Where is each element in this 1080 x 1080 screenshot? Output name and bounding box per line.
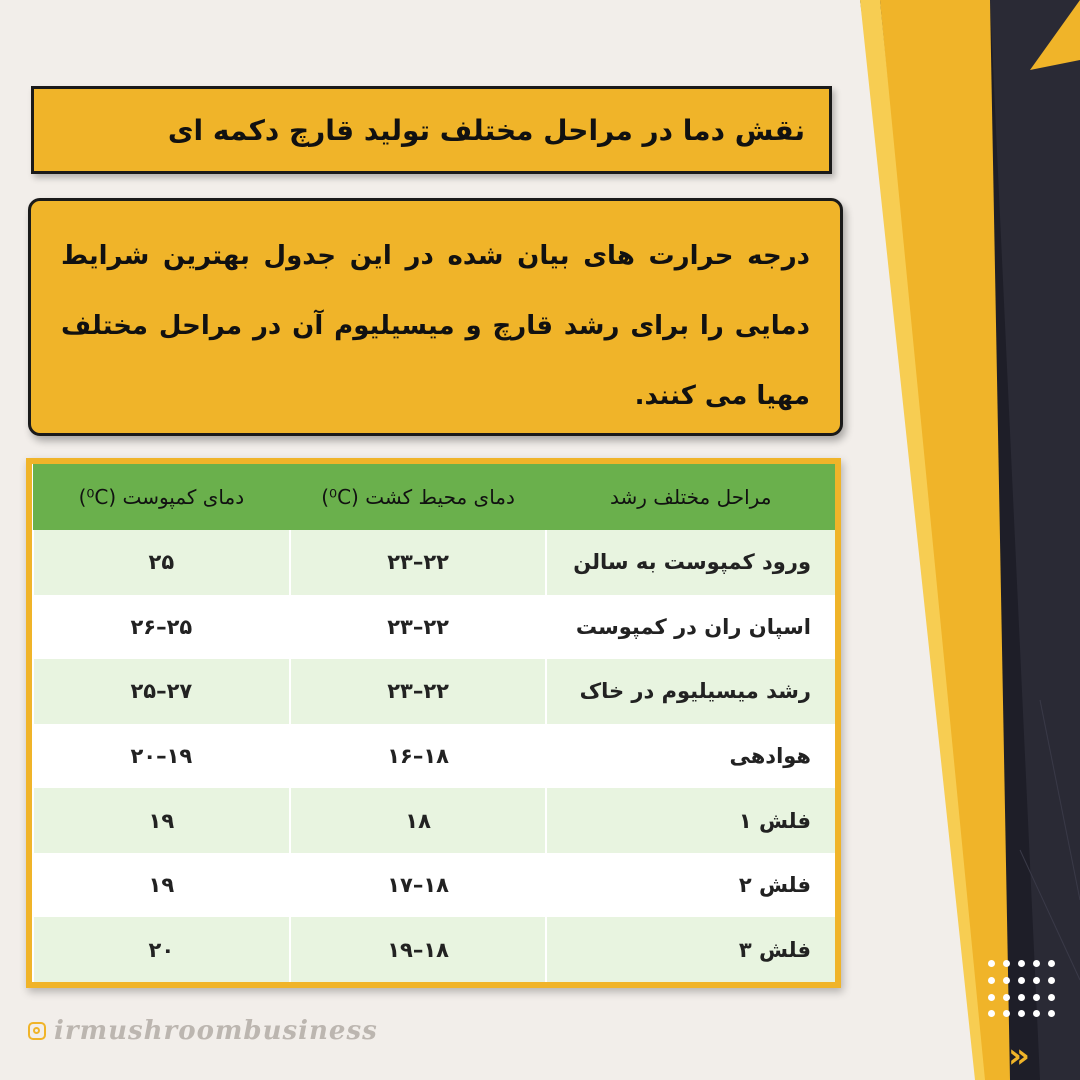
culture-temp-cell: ۲۲–۲۳: [290, 659, 547, 724]
instagram-handle[interactable]: [28, 1016, 378, 1046]
culture-temp-cell: ۱۸–۱۶: [290, 724, 547, 789]
compost-temp-cell: ۲۷–۲۵: [33, 659, 290, 724]
stage-cell: فلش ۳: [546, 917, 835, 982]
page-title: نقش دما در مراحل مختلف تولید قارچ دکمه ای: [167, 113, 805, 147]
table-row: [33, 530, 835, 595]
stage-cell: هوادهی: [546, 724, 835, 789]
page-title-box: [31, 86, 832, 174]
description-text: درجه حرارت های بیان شده در این جدول بهترین شرایط دمایی را برای رشد قارچ و میسیلیوم آن در مراحل مختلف مهیا می کنند.: [61, 241, 810, 411]
stage-cell: ورود کمپوست به سالن: [546, 530, 835, 595]
culture-temp-cell: ۱۸: [290, 788, 547, 853]
table-row: [33, 853, 835, 918]
compost-temp-cell: ۲۰: [33, 917, 290, 982]
table-row: [33, 595, 835, 660]
header-culture-temp: دمای محیط کشت (⁰C): [290, 464, 547, 530]
stage-cell: رشد میسیلیوم در خاک: [546, 659, 835, 724]
handle-text: irmushroombusiness: [54, 1016, 378, 1046]
stage-cell: فلش ۱: [546, 788, 835, 853]
table-header-row: [33, 464, 835, 530]
compost-temp-cell: ۱۹: [33, 788, 290, 853]
table-row: [33, 788, 835, 853]
compost-temp-cell: ۲۵–۲۶: [33, 595, 290, 660]
culture-temp-cell: ۲۲–۲۳: [290, 530, 547, 595]
culture-temp-cell: ۱۸–۱۷: [290, 853, 547, 918]
dots-decoration: [988, 960, 1068, 1020]
stage-cell: اسپان ران در کمپوست: [546, 595, 835, 660]
header-compost-temp: دمای کمپوست (⁰C): [33, 464, 290, 530]
next-arrow-icon[interactable]: ››: [1008, 1036, 1025, 1076]
description-box: [28, 198, 843, 436]
table-row: [33, 917, 835, 982]
table-row: [33, 659, 835, 724]
compost-temp-cell: ۱۹–۲۰: [33, 724, 290, 789]
compost-temp-cell: ۲۵: [33, 530, 290, 595]
header-stage: مراحل مختلف رشد: [546, 464, 835, 530]
instagram-icon: [28, 1022, 46, 1040]
compost-temp-cell: ۱۹: [33, 853, 290, 918]
temperature-table: [26, 458, 841, 988]
culture-temp-cell: ۱۸–۱۹: [290, 917, 547, 982]
table-row: [33, 724, 835, 789]
stage-cell: فلش ۲: [546, 853, 835, 918]
culture-temp-cell: ۲۲–۲۳: [290, 595, 547, 660]
